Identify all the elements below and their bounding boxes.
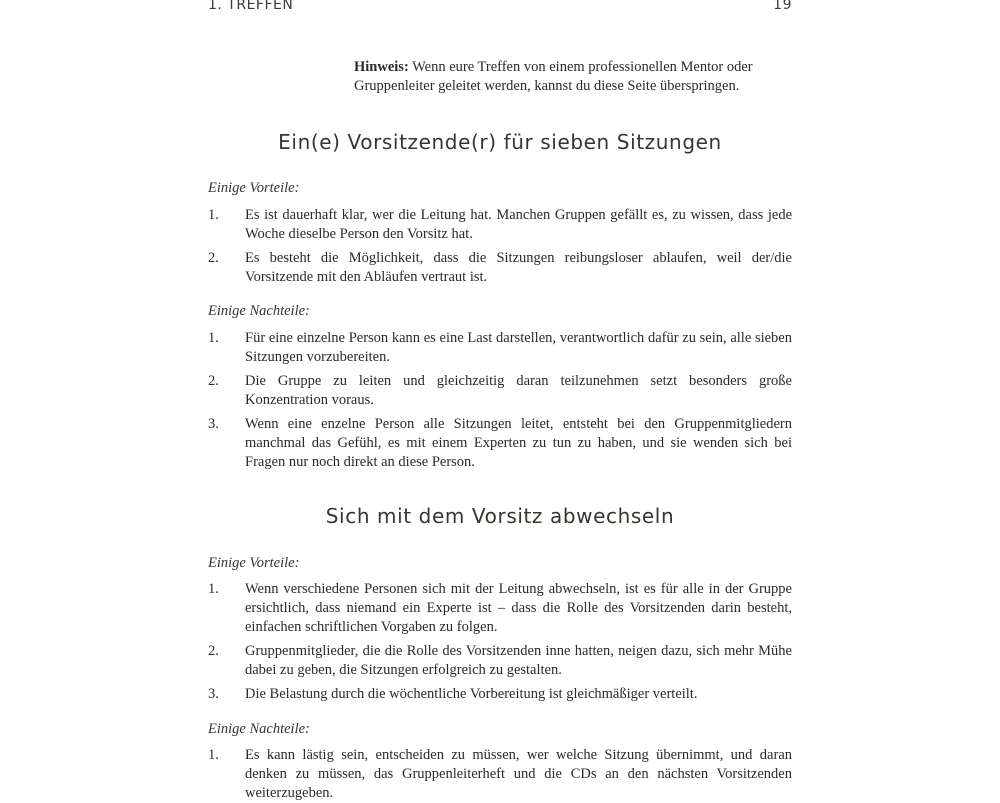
section-heading-rotating-chair: Sich mit dem Vorsitz abwechseln	[325, 504, 675, 528]
list-text: Die Gruppe zu leiten und gleichzeitig daran teilzunehmen setzt besonders große Konzentration voraus.	[245, 373, 792, 408]
list-number: 1.	[208, 330, 219, 346]
list-number: 3.	[208, 686, 219, 702]
list-text: Für eine einzelne Person kann es eine Last darstellen, verantwortlich dafür zu sein, alle sieben Sitzungen vorzubereiten.	[245, 330, 792, 365]
list-item	[208, 685, 792, 704]
list-number: 1.	[208, 581, 219, 597]
disadvantages-label: Einige Nachteile:	[208, 721, 310, 737]
list-item	[208, 580, 792, 637]
note-box	[354, 58, 784, 96]
note-text: Wenn eure Treffen von einem professionellen Mentor oder Gruppenleiter geleitet werden, kannst du diese Seite überspringen.	[354, 59, 753, 94]
note-label: Hinweis:	[354, 59, 409, 75]
list-item	[208, 329, 792, 367]
list-number: 1.	[208, 747, 219, 763]
list-number: 2.	[208, 250, 219, 266]
list-text: Wenn eine enzelne Person alle Sitzungen leitet, entsteht bei den Gruppenmitgliedern manchmal das Gefühl, es mit einem Experten zu tun zu haben, und sie wenden sich bei Fragen nur noch direkt an diese Person.	[245, 416, 792, 470]
list-number: 1.	[208, 207, 219, 223]
section-heading-single-chair: Ein(e) Vorsitzende(r) für sieben Sitzungen	[278, 130, 722, 154]
list-text: Gruppenmitglieder, die die Rolle des Vorsitzenden inne hatten, neigen dazu, sich mehr Mühe dabei zu geben, die Sitzungen erfolgreich zu gestalten.	[245, 643, 792, 678]
list-item	[208, 415, 792, 472]
list-item	[208, 642, 792, 680]
page-number: 19	[773, 0, 792, 13]
list-text: Wenn verschiedene Personen sich mit der Leitung abwechseln, ist es für alle in der Gruppe ersichtlich, dass niemand ein Experte ist – dass die Rolle des Vorsitzenden darin besteht, einfachen schriftlichen Vorgaben zu folgen.	[245, 581, 792, 635]
list-item	[208, 206, 792, 244]
list-item	[208, 249, 792, 287]
list-text: Die Belastung durch die wöchentliche Vorbereitung ist gleichmäßiger verteilt.	[245, 686, 698, 702]
chapter-title: 1. TREFFEN	[208, 0, 294, 13]
disadvantages-label: Einige Nachteile:	[208, 303, 310, 319]
list-item	[208, 372, 792, 410]
list-number: 2.	[208, 643, 219, 659]
list-item	[208, 746, 792, 803]
list-text: Es ist dauerhaft klar, wer die Leitung hat. Manchen Gruppen gefällt es, zu wissen, dass jede Woche dieselbe Person den Vorsitz hat.	[245, 207, 792, 242]
advantages-label: Einige Vorteile:	[208, 555, 300, 571]
advantages-label: Einige Vorteile:	[208, 180, 300, 196]
list-number: 3.	[208, 416, 219, 432]
list-number: 2.	[208, 373, 219, 389]
list-text: Es besteht die Möglichkeit, dass die Sitzungen reibungsloser ablaufen, weil der/die Vorsitzende mit den Abläufen vertraut ist.	[245, 250, 792, 285]
running-head	[208, 0, 792, 17]
list-text: Es kann lästig sein, entscheiden zu müssen, wer welche Sitzung übernimmt, und daran denken zu müssen, das Gruppenleiterheft und die CDs an den nächsten Vorsitzenden weiterzugeben.	[245, 747, 792, 801]
